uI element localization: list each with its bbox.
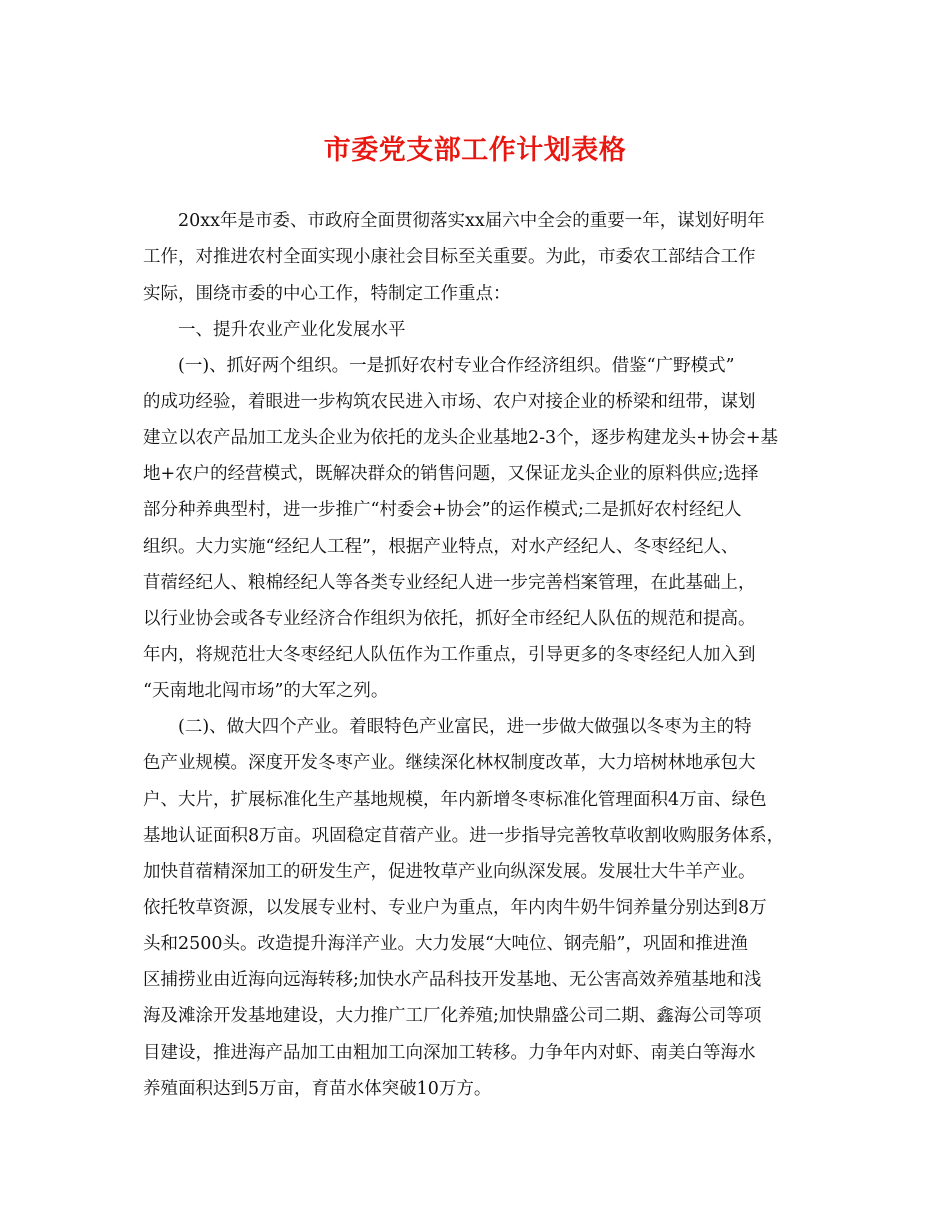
paragraph-line: 加快苜蓿精深加工的研发生产，促进牧草产业向纵深发展。发展壮大牛羊产业。 bbox=[143, 862, 756, 882]
paragraph-line: 实际，围绕市委的中心工作，特制定工作重点： bbox=[143, 284, 511, 304]
paragraph-line: 基地认证面积8万亩。巩固稳定苜蓿产业。进一步指导完善牧草收割收购服务体系， bbox=[143, 826, 785, 846]
paragraph-line: 养殖面积达到5万亩，育苗水体突破10万方。 bbox=[143, 1079, 492, 1099]
paragraph-line: 以行业协会或各专业经济合作组织为依托，抓好全市经纪人队伍的规范和提高。 bbox=[143, 609, 756, 629]
paragraph-line: 户、大片，扩展标准化生产基地规模，年内新增冬枣标准化管理面积4万亩、绿色 bbox=[143, 790, 767, 810]
paragraph-line: 年内，将规范壮大冬枣经纪人队伍作为工作重点，引导更多的冬枣经纪人加入到 bbox=[143, 645, 756, 665]
paragraph-line: 目建设，推进海产品加工由粗加工向深加工转移。力争年内对虾、南美白等海水 bbox=[143, 1043, 756, 1063]
paragraph-line: 海及滩涂开发基地建设，大力推广工厂化养殖;加快鼎盛公司二期、鑫海公司等项 bbox=[143, 1006, 762, 1026]
paragraph-line: 地+农户的经营模式，既解决群众的销售问题，又保证龙头企业的原料供应;选择 bbox=[143, 464, 759, 484]
paragraph-line: 组织。大力实施“经纪人工程”，根据产业特点，对水产经纪人、冬枣经纪人、 bbox=[143, 537, 739, 557]
paragraph-line: 色产业规模。深度开发冬枣产业。继续深化林权制度改革，大力培树林地承包大 bbox=[143, 753, 756, 773]
section-heading: 一、提升农业产业化发展水平 bbox=[178, 320, 406, 340]
paragraph-line: (二)、做大四个产业。着眼特色产业富民，进一步做大做强以冬枣为主的特 bbox=[178, 717, 752, 737]
paragraph-line: 区捕捞业由近海向远海转移;加快水产品科技开发基地、无公害高效养殖基地和浅 bbox=[143, 970, 762, 990]
paragraph-line: 20xx年是市委、市政府全面贯彻落实xx届六中全会的重要一年，谋划好明年 bbox=[178, 211, 765, 231]
paragraph-line: 头和2500头。改造提升海洋产业。大力发展“大吨位、钢壳船”，巩固和推进渔 bbox=[143, 934, 748, 954]
paragraph-line: 建立以农产品加工龙头企业为依托的龙头企业基地2-3个，逐步构建龙头+协会+基 bbox=[143, 428, 779, 448]
paragraph-line: 的成功经验，着眼进一步构筑农民进入市场、农户对接企业的桥梁和纽带，谋划 bbox=[143, 392, 756, 412]
paragraph-line: (一)、抓好两个组织。一是抓好农村专业合作经济组织。借鉴“广野模式” bbox=[178, 356, 735, 376]
paragraph-line: 工作，对推进农村全面实现小康社会目标至关重要。为此，市委农工部结合工作 bbox=[143, 247, 756, 267]
paragraph-line: 依托牧草资源，以发展专业村、专业户为重点，年内肉牛奶牛饲养量分别达到8万 bbox=[143, 898, 767, 918]
document-title: 市委党支部工作计划表格 bbox=[323, 135, 627, 166]
paragraph-line: 苜蓿经纪人、粮棉经纪人等各类专业经纪人进一步完善档案管理，在此基础上， bbox=[143, 573, 756, 593]
paragraph-line: 部分种养典型村，进一步推广“村委会+协会”的运作模式;二是抓好农村经纪人 bbox=[143, 500, 742, 520]
paragraph-line: “天南地北闯市场”的大军之列。 bbox=[143, 681, 389, 701]
